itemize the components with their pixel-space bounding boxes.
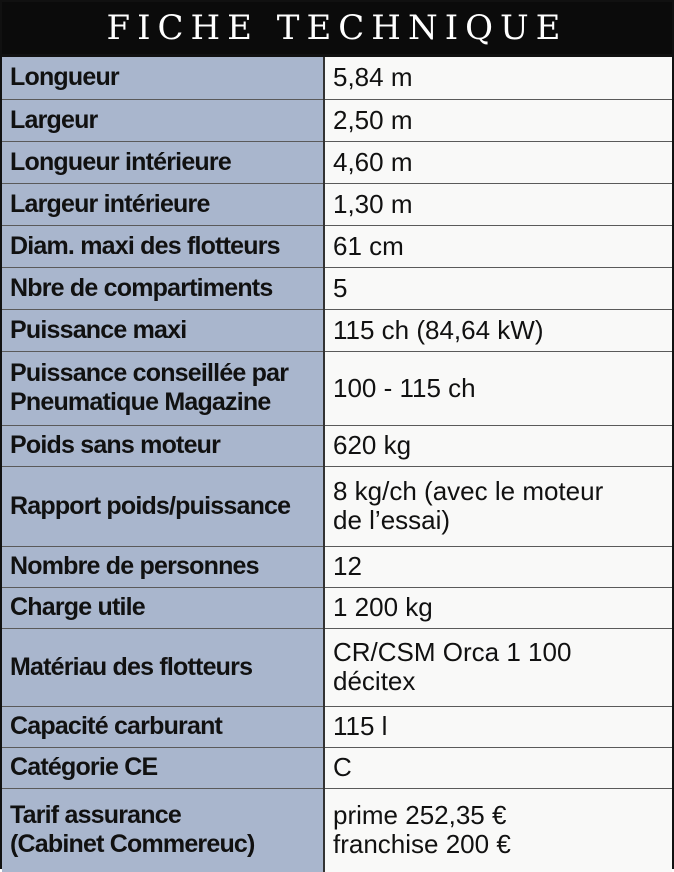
spec-row-poids xyxy=(2,425,672,466)
spec-value: 8 kg/ch (avec le moteur de l’essai) xyxy=(324,466,672,546)
spec-value: 1,30 m xyxy=(324,183,672,225)
spec-label: Largeur xyxy=(2,99,324,141)
spec-value: CR/CSM Orca 1 100 décitex xyxy=(324,628,672,706)
spec-value: 115 l xyxy=(324,706,672,747)
spec-label: Tarif assurance (Cabinet Commereuc) xyxy=(2,788,324,872)
spec-value: C xyxy=(324,747,672,788)
spec-value: 61 cm xyxy=(324,225,672,267)
spec-row-materiau xyxy=(2,628,672,706)
spec-value: 12 xyxy=(324,546,672,587)
spec-label: Diam. maxi des flotteurs xyxy=(2,225,324,267)
spec-row-diametre-flotteurs xyxy=(2,225,672,267)
spec-label: Puissance maxi xyxy=(2,309,324,351)
spec-label: Nbre de compartiments xyxy=(2,267,324,309)
spec-row-puissance-conseillee xyxy=(2,351,672,425)
spec-row-largeur xyxy=(2,99,672,141)
spec-label: Longueur xyxy=(2,57,324,99)
spec-label: Longueur intérieure xyxy=(2,141,324,183)
spec-table xyxy=(2,57,672,872)
spec-row-carburant xyxy=(2,706,672,747)
spec-value: 2,50 m xyxy=(324,99,672,141)
spec-row-puissance-maxi xyxy=(2,309,672,351)
spec-row-longueur-interieure xyxy=(2,141,672,183)
spec-label: Rapport poids/puissance xyxy=(2,466,324,546)
spec-row-largeur-interieure xyxy=(2,183,672,225)
spec-value: 5,84 m xyxy=(324,57,672,99)
spec-row-charge-utile xyxy=(2,587,672,628)
spec-value: 115 ch (84,64 kW) xyxy=(324,309,672,351)
spec-value: prime 252,35 € franchise 200 € xyxy=(324,788,672,872)
spec-label: Matériau des flotteurs xyxy=(2,628,324,706)
spec-label: Poids sans moteur xyxy=(2,425,324,466)
spec-label: Largeur intérieure xyxy=(2,183,324,225)
spec-row-compartiments xyxy=(2,267,672,309)
spec-label: Catégorie CE xyxy=(2,747,324,788)
spec-row-personnes xyxy=(2,546,672,587)
spec-label: Charge utile xyxy=(2,587,324,628)
spec-row-tarif-assurance xyxy=(2,788,672,872)
spec-value: 1 200 kg xyxy=(324,587,672,628)
spec-label: Nombre de personnes xyxy=(2,546,324,587)
sheet-title: FICHE TECHNIQUE xyxy=(2,2,672,57)
spec-value: 100 - 115 ch xyxy=(324,351,672,425)
spec-label: Capacité carburant xyxy=(2,706,324,747)
spec-value: 620 kg xyxy=(324,425,672,466)
spec-value: 4,60 m xyxy=(324,141,672,183)
spec-label: Puissance conseillée par Pneumatique Magazine xyxy=(2,351,324,425)
spec-row-longueur xyxy=(2,57,672,99)
spec-row-categorie-ce xyxy=(2,747,672,788)
spec-row-rapport-poids-puissance xyxy=(2,466,672,546)
spec-value: 5 xyxy=(324,267,672,309)
